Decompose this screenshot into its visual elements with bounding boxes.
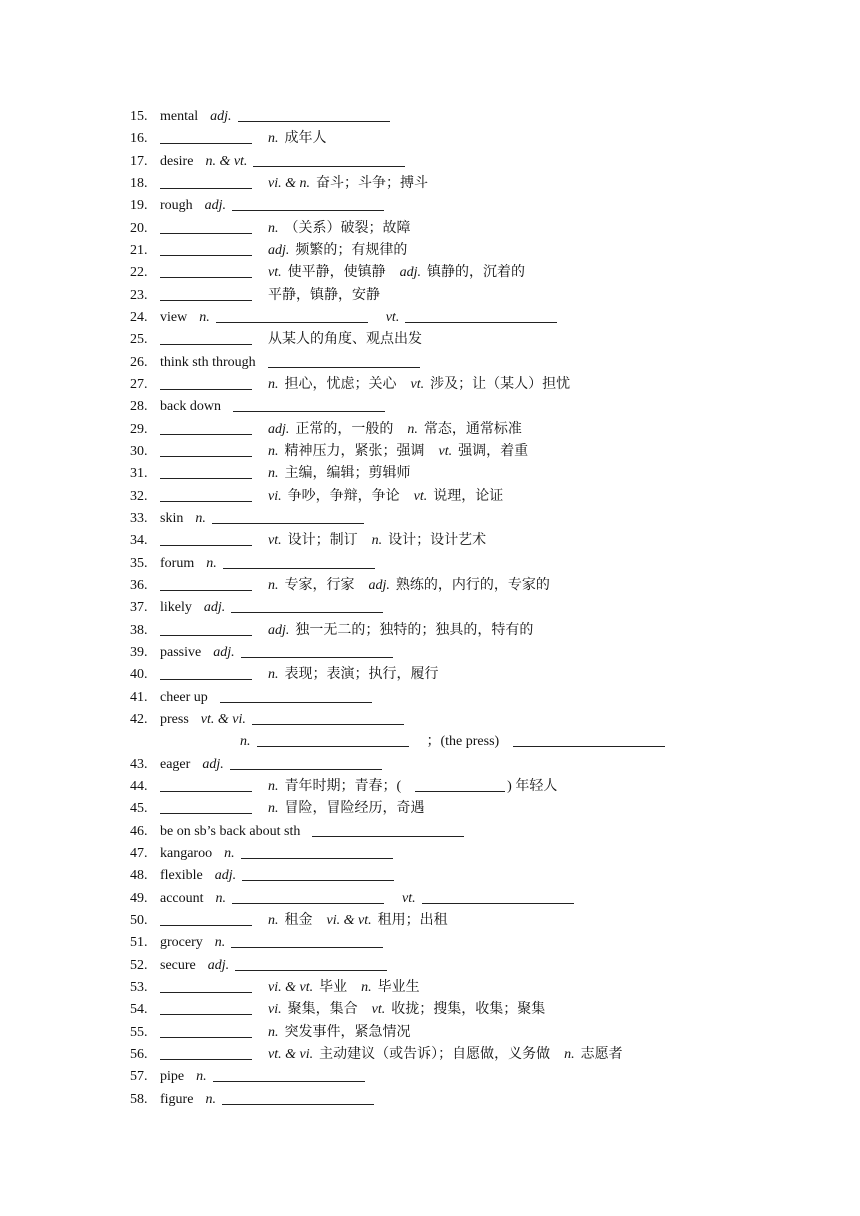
answer-blank[interactable] [160, 188, 252, 189]
part-of-speech: n. [407, 421, 418, 437]
answer-blank[interactable] [160, 277, 252, 278]
answer-blank[interactable] [235, 970, 387, 971]
chinese-meaning: 镇静的，沉着的 [427, 265, 525, 281]
vocab-row [130, 1086, 740, 1108]
vocab-row [130, 326, 740, 348]
item-number: 32. [130, 488, 148, 504]
english-term: grocery [160, 935, 203, 951]
vocab-row [130, 661, 740, 683]
part-of-speech: vt. [402, 890, 416, 906]
item-number: 22. [130, 265, 148, 281]
answer-blank[interactable] [160, 545, 252, 546]
item-number: 19. [130, 198, 148, 214]
english-term: likely [160, 600, 192, 616]
vocab-row [130, 237, 740, 259]
answer-blank[interactable] [160, 813, 252, 814]
english-term: eager [160, 756, 191, 772]
answer-blank[interactable] [238, 121, 390, 122]
part-of-speech: n. [199, 309, 210, 325]
answer-blank[interactable] [216, 322, 368, 323]
part-of-speech: adj. [202, 756, 224, 772]
chinese-meaning: 担心，忧虑；关心 [284, 376, 397, 392]
part-of-speech: adj. [203, 600, 226, 616]
vocab-row [130, 996, 740, 1018]
item-number: 15. [130, 109, 148, 124]
vocab-row [130, 483, 740, 505]
chinese-meaning: 争吵，争辩，争论 [287, 488, 400, 504]
item-number: 16. [130, 131, 148, 147]
answer-blank[interactable] [160, 1059, 252, 1060]
part-of-speech: n. [205, 1091, 216, 1107]
vocab-row [130, 304, 740, 326]
answer-blank[interactable] [160, 389, 252, 390]
chinese-meaning: 独一无二的；独特的；独具的，特有的 [295, 622, 534, 638]
chinese-meaning: ；(the press) [426, 734, 500, 750]
answer-blank[interactable] [233, 411, 385, 412]
part-of-speech: n. [564, 1046, 575, 1062]
part-of-speech: n. [196, 1069, 207, 1085]
chinese-meaning: 冒险，冒险经历，奇遇 [284, 801, 425, 817]
vocab-row [130, 617, 740, 639]
part-of-speech: vi. [268, 1002, 282, 1018]
item-number: 57. [130, 1069, 148, 1085]
vocab-row [130, 438, 740, 460]
vocab-row-continuation [130, 728, 740, 750]
vocab-row [130, 393, 740, 415]
vocab-row [130, 1019, 740, 1041]
chinese-meaning: 表现；表演；执行，履行 [284, 667, 439, 683]
item-number: 39. [130, 644, 148, 660]
english-term: account [160, 890, 204, 906]
answer-blank[interactable] [241, 858, 393, 859]
vocab-row [130, 148, 740, 170]
answer-blank[interactable] [160, 1037, 252, 1038]
english-term: pipe [160, 1069, 185, 1085]
item-number: 23. [130, 287, 148, 303]
part-of-speech: n. [268, 577, 279, 593]
item-number: 27. [130, 376, 148, 392]
part-of-speech: adj. [268, 421, 290, 437]
vocab-row [130, 1063, 740, 1085]
part-of-speech: adj. [268, 622, 290, 638]
vocab-row [130, 572, 740, 594]
item-number: 40. [130, 667, 148, 683]
part-of-speech: n. [268, 376, 279, 392]
answer-blank[interactable] [160, 590, 252, 591]
part-of-speech: vt. & vi. [200, 711, 246, 727]
part-of-speech: adj. [268, 242, 290, 258]
part-of-speech: n. [206, 555, 217, 571]
answer-blank[interactable] [223, 568, 375, 569]
chinese-meaning: 涉及；让（某人）担忧 [430, 376, 571, 392]
chinese-meaning: 专家，行家 [284, 577, 355, 593]
answer-blank[interactable] [257, 746, 409, 747]
chinese-meaning: 奋斗；斗争；搏斗 [316, 175, 428, 191]
chinese-meaning: 租金 [284, 912, 313, 928]
item-number: 45. [130, 801, 148, 817]
chinese-meaning: 常态，通常标准 [423, 421, 522, 437]
vocab-row [130, 773, 740, 795]
item-number: 56. [130, 1046, 148, 1062]
answer-blank[interactable] [415, 791, 505, 792]
answer-blank[interactable] [312, 836, 464, 837]
english-term: forum [160, 555, 195, 571]
vocab-row [130, 885, 740, 907]
part-of-speech: n. [371, 533, 383, 549]
english-term: rough [160, 198, 193, 214]
part-of-speech: vt. [371, 1002, 386, 1018]
vocab-row [130, 416, 740, 438]
part-of-speech: n. [268, 801, 279, 817]
part-of-speech: adj. [207, 957, 230, 973]
chinese-meaning: 频繁的；有规律的 [295, 242, 408, 258]
item-number: 28. [130, 399, 148, 415]
answer-blank[interactable] [268, 367, 420, 368]
item-number: 55. [130, 1024, 148, 1040]
part-of-speech: vt. & vi. [268, 1046, 314, 1062]
part-of-speech: n. [240, 734, 251, 750]
answer-blank[interactable] [212, 523, 364, 524]
part-of-speech: vi. & vt. [268, 979, 314, 995]
answer-blank[interactable] [253, 166, 405, 167]
item-number: 38. [130, 622, 148, 638]
chinese-meaning: 使平静，使镇静 [287, 265, 386, 281]
item-number: 34. [130, 533, 148, 549]
part-of-speech: vt. [410, 376, 425, 392]
part-of-speech: vi. & vt. [326, 912, 372, 928]
answer-blank[interactable] [160, 233, 252, 234]
answer-blank[interactable] [160, 300, 252, 301]
part-of-speech: n. [224, 845, 235, 861]
item-number: 46. [130, 823, 148, 839]
chinese-meaning: 突发事件，紧急情况 [284, 1024, 411, 1040]
answer-blank[interactable] [160, 925, 252, 926]
part-of-speech: vt. [438, 443, 453, 459]
part-of-speech: adj. [368, 577, 390, 593]
answer-blank[interactable] [222, 1104, 374, 1105]
answer-blank[interactable] [213, 1081, 365, 1082]
vocab-row [130, 103, 740, 125]
part-of-speech: n. [268, 667, 279, 683]
part-of-speech: n. [214, 935, 226, 951]
english-term: think sth through [160, 354, 256, 370]
vocab-row [130, 952, 740, 974]
answer-blank[interactable] [242, 880, 394, 881]
item-number: 18. [130, 175, 148, 191]
part-of-speech: adj. [204, 198, 227, 214]
vocab-row [130, 907, 740, 929]
vocab-row [130, 505, 740, 527]
vocab-row [130, 929, 740, 951]
answer-blank[interactable] [160, 255, 252, 256]
vocab-row [130, 594, 740, 616]
item-number: 48. [130, 868, 148, 884]
item-number: 20. [130, 220, 148, 236]
vocab-row [130, 795, 740, 817]
chinese-meaning: 聚集，集合 [287, 1002, 358, 1018]
part-of-speech: vi. [268, 488, 282, 504]
part-of-speech: vt. [268, 533, 282, 549]
item-number: 26. [130, 354, 148, 370]
answer-blank[interactable] [160, 635, 252, 636]
answer-blank[interactable] [232, 210, 384, 211]
answer-blank[interactable] [513, 746, 665, 747]
vocab-row [130, 282, 740, 304]
part-of-speech: vt. [385, 309, 400, 325]
answer-blank[interactable] [252, 724, 404, 725]
item-number: 25. [130, 332, 148, 348]
english-term: cheer up [160, 689, 208, 705]
answer-blank[interactable] [160, 992, 252, 993]
answer-blank[interactable] [160, 456, 252, 457]
english-term: desire [160, 153, 194, 169]
chinese-meaning: （关系）破裂；故障 [284, 220, 411, 236]
item-number: 54. [130, 1002, 148, 1018]
part-of-speech: n. & vt. [205, 153, 248, 169]
answer-blank[interactable] [220, 702, 372, 703]
item-number: 41. [130, 689, 148, 705]
chinese-meaning: 设计；设计艺术 [388, 533, 487, 549]
part-of-speech: adj. [213, 644, 235, 660]
item-number: 49. [130, 890, 148, 906]
part-of-speech: adj. [214, 868, 237, 884]
english-term: be on sb’s back about sth [160, 823, 301, 839]
vocab-row [130, 974, 740, 996]
item-number: 43. [130, 756, 148, 772]
item-number: 29. [130, 421, 148, 437]
part-of-speech: n. [268, 912, 279, 928]
item-number: 52. [130, 957, 148, 973]
vocab-row [130, 684, 740, 706]
answer-blank[interactable] [231, 612, 383, 613]
english-term: passive [160, 644, 202, 660]
english-term: flexible [160, 868, 203, 884]
chinese-meaning: 成年人 [284, 131, 327, 147]
chinese-meaning: 说理，论证 [433, 488, 504, 504]
answer-blank[interactable] [160, 434, 252, 435]
item-number: 50. [130, 912, 148, 928]
part-of-speech: vi. & n. [268, 175, 310, 191]
chinese-meaning: 租用；出租 [377, 912, 448, 928]
answer-blank[interactable] [160, 344, 252, 345]
item-number: 17. [130, 153, 148, 169]
vocab-row [130, 192, 740, 214]
part-of-speech: vt. [268, 265, 282, 281]
item-number: 58. [130, 1091, 148, 1107]
chinese-meaning: 主编，编辑；剪辑师 [284, 466, 411, 482]
part-of-speech: n. [268, 1024, 279, 1040]
item-number: 31. [130, 466, 148, 482]
english-term: skin [160, 510, 184, 526]
vocab-row [130, 215, 740, 237]
english-term: figure [160, 1091, 194, 1107]
english-term: back down [160, 399, 222, 415]
item-number: 33. [130, 510, 148, 526]
answer-blank[interactable] [405, 322, 557, 323]
answer-blank[interactable] [160, 791, 252, 792]
part-of-speech: vt. [413, 488, 428, 504]
part-of-speech: n. [268, 220, 279, 236]
chinese-meaning: 毕业 [319, 979, 348, 995]
vocab-row [130, 818, 740, 840]
answer-blank[interactable] [241, 657, 393, 658]
part-of-speech: n. [268, 466, 279, 482]
chinese-meaning: 毕业生 [377, 979, 420, 995]
item-number: 47. [130, 845, 148, 861]
part-of-speech: n. [215, 890, 227, 906]
chinese-meaning: 强调，着重 [458, 443, 529, 459]
vocab-row [130, 259, 740, 281]
vocab-row [130, 349, 740, 371]
answer-blank[interactable] [160, 679, 252, 680]
part-of-speech: adj. [399, 265, 421, 281]
item-number: 24. [130, 309, 148, 325]
answer-blank[interactable] [160, 478, 252, 479]
chinese-meaning: 精神压力，紧张；强调 [284, 443, 425, 459]
vocab-row [130, 125, 740, 147]
part-of-speech: n. [195, 510, 206, 526]
answer-blank[interactable] [422, 903, 574, 904]
item-number: 36. [130, 577, 148, 593]
item-number: 30. [130, 443, 148, 459]
item-number: 44. [130, 778, 148, 794]
chinese-meaning: 志愿者 [580, 1046, 623, 1062]
chinese-meaning: 正常的，一般的 [295, 421, 394, 437]
english-term: mental [160, 109, 199, 124]
item-number: 21. [130, 242, 148, 258]
answer-blank[interactable] [232, 903, 384, 904]
vocab-row [130, 639, 740, 661]
chinese-meaning: 熟练的，内行的，专家的 [395, 577, 550, 593]
vocab-row [130, 550, 740, 572]
vocab-row [130, 371, 740, 393]
chinese-meaning: ) 年轻人 [507, 778, 558, 794]
answer-blank[interactable] [160, 1014, 252, 1015]
vocab-row [130, 862, 740, 884]
vocab-row [130, 1041, 740, 1063]
vocab-row [130, 527, 740, 549]
answer-blank[interactable] [231, 947, 383, 948]
english-term: view [160, 309, 188, 325]
english-term: press [160, 711, 189, 727]
chinese-meaning: 主动建议（或告诉）；自愿做，义务做 [319, 1046, 551, 1062]
chinese-meaning: 从某人的角度、观点出发 [268, 332, 422, 348]
chinese-meaning: 设计；制订 [287, 533, 358, 549]
english-term: secure [160, 957, 196, 973]
chinese-meaning: 青年时期；青春；( [284, 778, 402, 794]
chinese-meaning: 收拢；搜集，收集；聚集 [391, 1002, 546, 1018]
item-number: 42. [130, 711, 148, 727]
vocab-row [130, 460, 740, 482]
item-number: 37. [130, 600, 148, 616]
answer-blank[interactable] [230, 769, 382, 770]
part-of-speech: n. [268, 443, 279, 459]
part-of-speech: adj. [210, 109, 232, 124]
part-of-speech: n. [268, 778, 279, 794]
vocab-row [130, 706, 740, 728]
item-number: 53. [130, 979, 148, 995]
english-term: kangaroo [160, 845, 213, 861]
item-number: 35. [130, 555, 148, 571]
vocab-row [130, 170, 740, 192]
answer-blank[interactable] [160, 501, 252, 502]
part-of-speech: n. [361, 979, 372, 995]
vocab-row [130, 751, 740, 773]
item-number: 51. [130, 935, 148, 951]
vocab-row [130, 840, 740, 862]
answer-blank[interactable] [160, 143, 252, 144]
part-of-speech: n. [268, 131, 279, 147]
chinese-meaning: 平静，镇静，安静 [268, 287, 380, 303]
